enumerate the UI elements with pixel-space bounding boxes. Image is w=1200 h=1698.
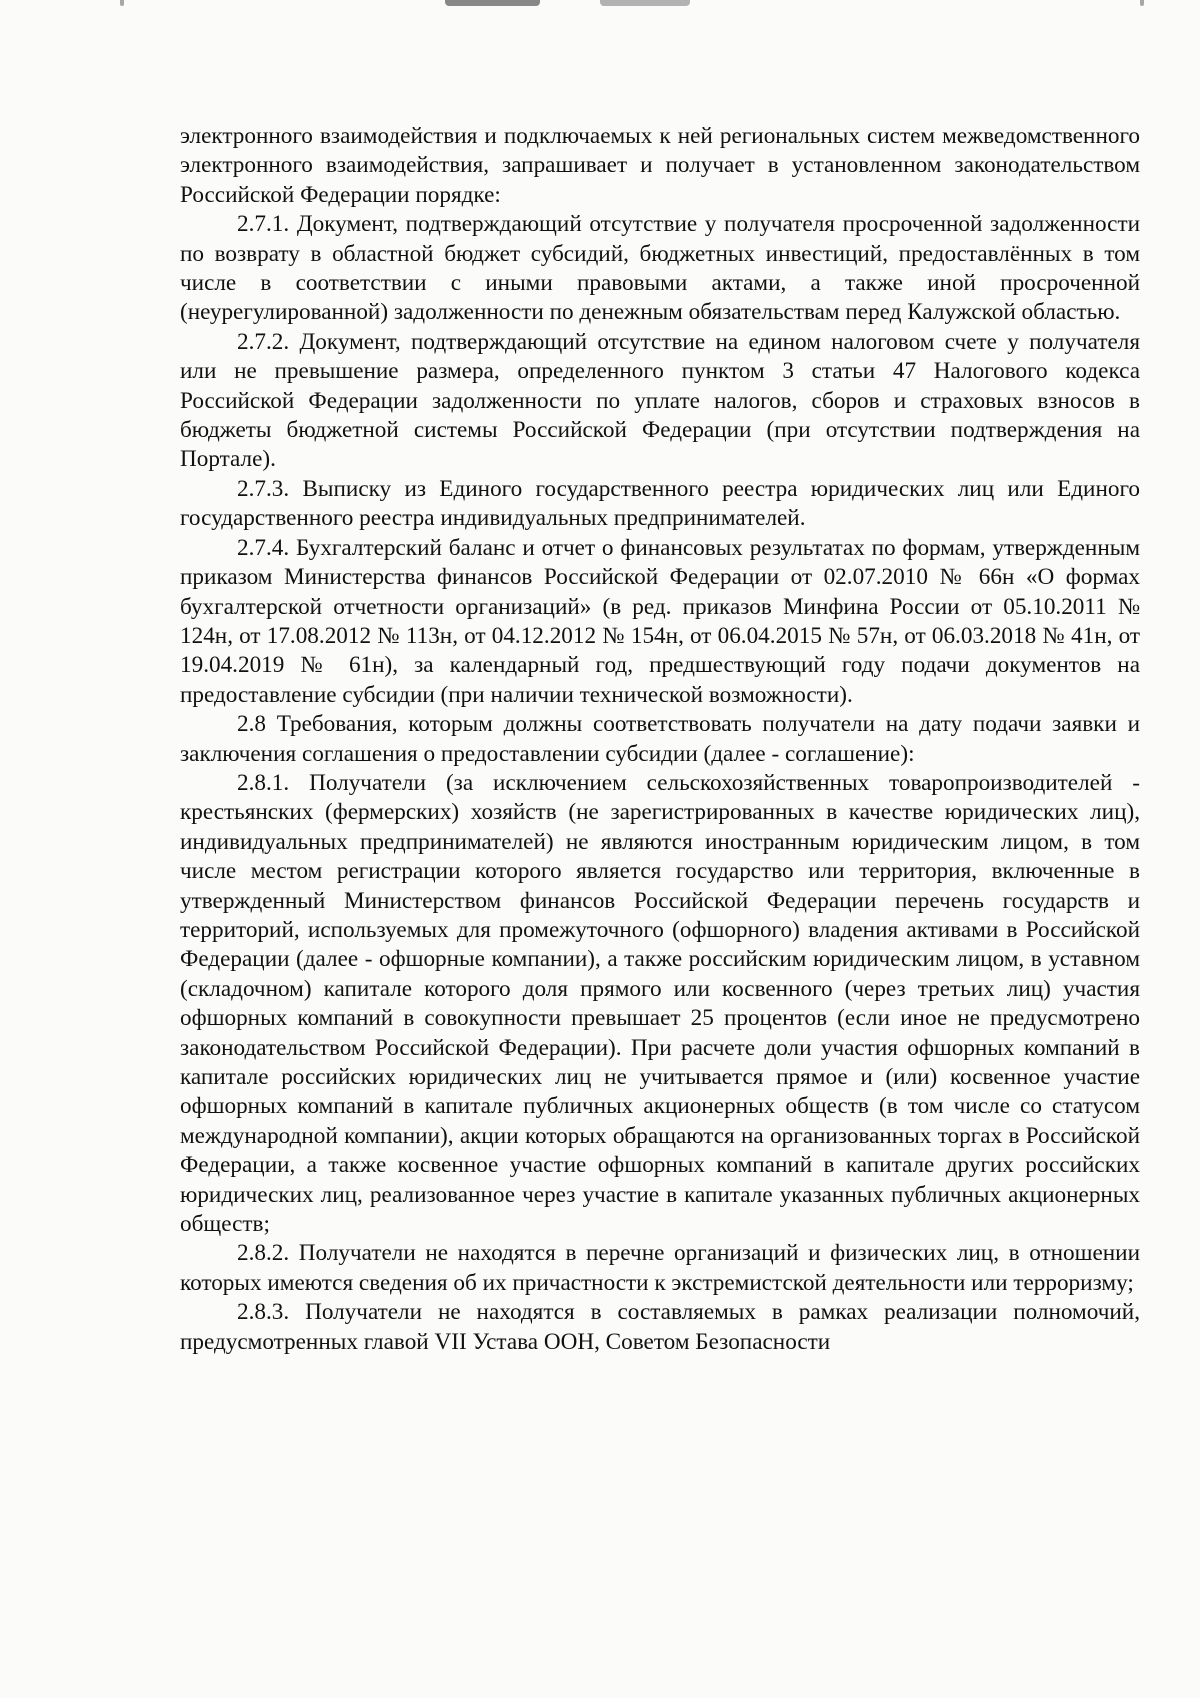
scan-smudge [600, 0, 690, 6]
paragraph-2-7-2: 2.7.2. Документ, подтверждающий отсутствие на едином налоговом счете у получателя или не превышение размера, определенного пунктом 3 статьи 47 Налогового кодекса Российской Федерации задолженности по уплате налогов, сборов и страховых взносов в бюджеты бюджетной системы Российской Федерации (при отсутствии подтверждения на Портале). [180, 328, 1140, 473]
paragraph-2-8-2: 2.8.2. Получатели не находятся в перечне организаций и физических лиц, в отношении которых имеются сведения об их причастности к экстремистской деятельности или терроризму; [180, 1240, 1140, 1296]
scan-mark [1140, 0, 1144, 6]
paragraph-2-7-3: 2.7.3. Выписку из Единого государственного реестра юридических лиц или Единого государственного реестра индивидуальных предпринимателей. [180, 475, 1140, 532]
paragraph-2-7-1: 2.7.1. Документ, подтверждающий отсутствие у получателя просроченной задолженности по возврату в областной бюджет субсидий, бюджетных инвестиций, предоставлённых в том числе в соответствии с иными правовыми актами, а также иной просроченной (неурегулированной) задолженности по денежным обязательствам перед Калужской областью. [180, 211, 1140, 326]
scan-smudge [445, 0, 540, 6]
scan-artifacts [0, 0, 1200, 14]
document-body [180, 122, 1140, 1357]
paragraph-2-8-1: 2.8.1. Получатели (за исключением сельскохозяйственных товаропроизводителей - крестьянских (фермерских) хозяйств (не зарегистрированных в качестве юридических лиц), индивидуальных предпринимателей) не являются иностранным юридическим лицом, в том числе местом регистрации которого является государство или территория, включенные в утвержденный Министерством финансов Российской Федерации перечень государств и территорий, используемых для промежуточного (офшорного) владения активами в Российской Федерации (далее - офшорные компании), а также российским юридическим лицом, в уставном (складочном) капитале которого доля прямого или косвенного (через третьих лиц) участия офшорных компаний в совокупности превышает 25 процентов (если иное не предусмотрено законодательством Российской Федерации). При расчете доли участия офшорных компаний в капитале российских юридических лиц не учитывается прямое и (или) косвенное участие офшорных компаний в капитале публичных акционерных обществ (в том числе со статусом международной компании), акции которых обращаются на организованных торгах в Российской Федерации, а также косвенное участие офшорных компаний в капитале других российских юридических лиц, реализованное через участие в капитале указанных публичных акционерных обществ; [180, 769, 1140, 1238]
paragraph-2-7-4: 2.7.4. Бухгалтерский баланс и отчет о финансовых результатах по формам, утвержденным приказом Министерства финансов Российской Федерации от 02.07.2010 № 66н «О формах бухгалтерской отчетности организаций» (в ред. приказов Минфина России от 05.10.2011 № 124н, от 17.08.2012 № 113н, от 04.12.2012 № 154н, от 06.04.2015 № 57н, от 06.03.2018 № 41н, от 19.04.2019 № 61н), за календарный год, предшествующий году подачи документов на предоставление субсидии (при наличии технической возможности). [180, 534, 1140, 708]
paragraph-continuation: электронного взаимодействия и подключаемых к ней региональных систем межведомственного электронного взаимодействия, запрашивает и получает в установленном законодательством Российской Федерации порядке: [180, 123, 1140, 208]
paragraph-2-8-3: 2.8.3. Получатели не находятся в составляемых в рамках реализации полномочий, предусмотренных главой VII Устава ООН, Советом Безопасности [180, 1299, 1140, 1355]
paragraph-2-8: 2.8 Требования, которым должны соответствовать получатели на дату подачи заявки и заключения соглашения о предоставлении субсидии (далее - соглашение): [180, 711, 1140, 767]
scan-mark [120, 0, 124, 6]
